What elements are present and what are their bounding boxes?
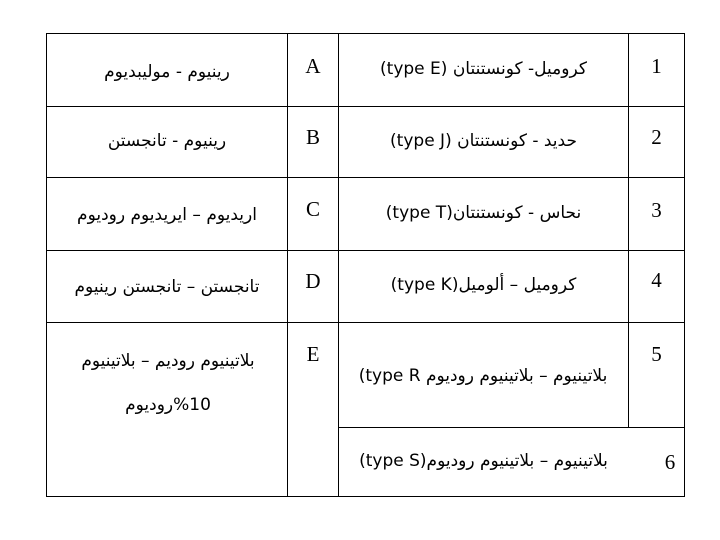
pair-name-cell-5 (352, 330, 614, 422)
pair-name-text: بلاتينيوم – بلاتينيوم روديوم type R) (358, 365, 608, 386)
pair-name-cell-3 (339, 178, 628, 250)
letter-text: B (305, 124, 320, 149)
letter-cell-E (288, 323, 338, 385)
pair-name-cell-2 (339, 107, 628, 177)
row-number-3 (629, 178, 684, 242)
row-number-text: 3 (651, 197, 662, 222)
letter-cell-D (288, 251, 338, 311)
letter-cell-C (288, 178, 338, 240)
letter-cell-B (288, 107, 338, 167)
pair-name-text: بلاتينيوم – بلاتينيوم روديوم(type S) (359, 451, 608, 472)
alloy-cell-E (62, 330, 274, 436)
row-number-6 (646, 432, 694, 492)
alloy-cell-C (47, 178, 287, 254)
alloy-text: بلاتينيوم روديم – بلاتينيوم 10%روديوم (81, 350, 255, 415)
alloy-text: اريديوم – ايريديوم روديوم (77, 205, 257, 226)
pair-name-text: كروميل- كونستنتان (type E) (380, 59, 587, 80)
letter-text: E (306, 341, 320, 366)
row-number-text: 1 (651, 53, 662, 78)
letter-text: D (305, 268, 321, 293)
pair-name-cell-1 (339, 34, 628, 106)
row-number-2 (629, 107, 684, 167)
alloy-text: تانجستن – تانجستن رينيوم (74, 277, 260, 298)
row-number-text: 5 (651, 341, 662, 366)
alloy-cell-A (47, 34, 287, 112)
pair-name-text: حديد - كونستنتان (type J) (390, 131, 577, 152)
pair-name-text: نحاس - كونستنتان(type T) (385, 203, 582, 224)
alloy-cell-B (47, 107, 287, 177)
letter-text: A (305, 53, 321, 78)
pair-name-text: كروميل – ألوميل(type K) (390, 275, 577, 296)
alloy-text: رينيوم - موليبديوم (104, 62, 230, 83)
pair-name-cell-4 (339, 251, 628, 321)
alloy-text: رينيوم - تانجستن (107, 131, 227, 152)
row-number-5 (629, 323, 684, 385)
row-number-text: 2 (651, 124, 662, 149)
row-number-1 (629, 34, 684, 98)
row-number-text: 4 (651, 267, 662, 292)
row-number-4 (629, 251, 684, 309)
row-number-text: 6 (664, 449, 676, 474)
alloy-cell-D (47, 251, 287, 325)
pair-name-cell-6 (339, 428, 628, 496)
letter-text: C (305, 196, 320, 221)
letter-cell-A (288, 34, 338, 98)
